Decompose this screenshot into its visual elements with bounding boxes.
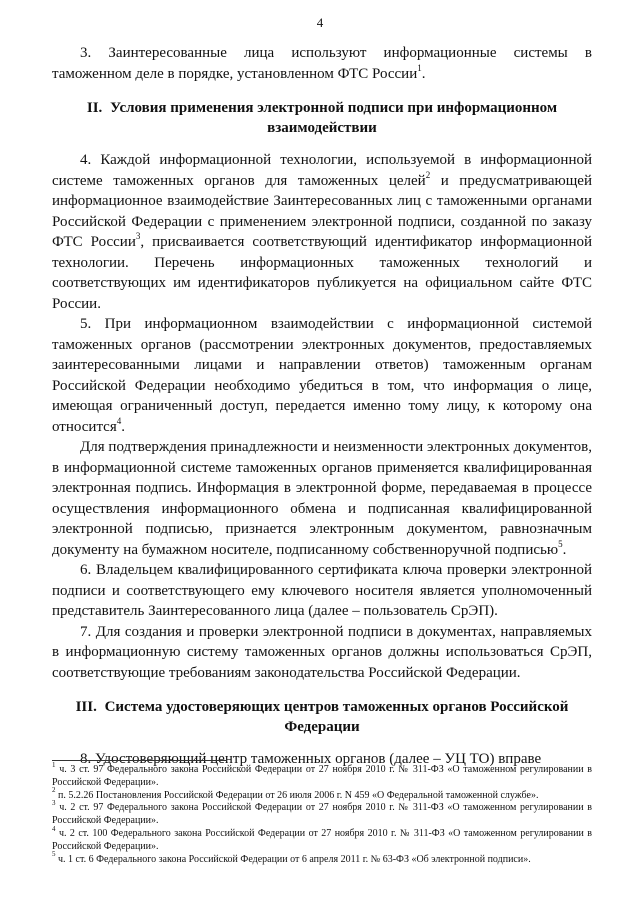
page-number: 4 xyxy=(316,15,324,30)
footnote-ref: 4 xyxy=(116,415,122,426)
footnote-ref: 2 xyxy=(425,169,431,180)
paragraph-3: 3. Заинтересованные лица используют информационные системы в таможенном деле в порядке, установленном ФТС России$^1$. xyxy=(52,45,592,82)
document-body xyxy=(52,43,592,770)
paragraph-7: 7. Для создания и проверки электронной подписи в документах, направляемых в информационную систему таможенных органов должны использоваться СрЭП, соответствующие требованиям законодательства Российской Федерации. xyxy=(52,623,592,681)
footnote-ref: 1 xyxy=(417,62,422,73)
paragraph-8: 8. Удостоверяющий центр таможенных органов (далее – УЦ ТО) вправе xyxy=(80,751,542,767)
footnote-separator xyxy=(52,760,227,761)
paragraph-5b: Для подтверждения принадлежности и неизменности электронных документов, в информационной системе таможенных органов применяется квалифицированная электронная подпись. Информация в электронной форме, передаваемая в процессе осуществления информационного обмена и подписанная квалифицированной электронной подписью, признается электронным документом, равнозначным документу на бумажном носителе, подписанному собственноручной подписью$^5$. xyxy=(52,439,592,558)
paragraph-4: 4. Каждой информационной технологии, используемой в информационной системе таможенных органов для таможенных целей$^2$ и предусматривающей информационное взаимодействие Заинтересованных лиц с таможенными органами Российской Федерации с применением электронной подписи, созданной по заказу ФТС России$^3$, присваивается соответствующий идентификатор информационной технологии. Перечень информационных таможенных технологий и соответствующих им идентификаторов публикуется на официальном сайте ФТС России. xyxy=(52,152,593,312)
footnote-ref: 5 xyxy=(558,538,563,549)
footnote-item: $^4$ ч. 2 ст. 100 Федерального закона Российской Федерации от 27 ноября 2010 г. № 311-ФЗ «О таможенном регулировании в Российской Федерации». xyxy=(52,824,592,852)
footnote-item: $^3$ ч. 2 ст. 97 Федерального закона Российской Федерации от 27 ноября 2010 г. № 311-ФЗ «О таможенном регулировании в Российской Федерации». xyxy=(52,799,592,827)
footnote-ref: 3 xyxy=(135,231,141,241)
footnotes xyxy=(52,760,592,866)
section-heading-2: II. Условия применения электронной подписи при информационном взаимодействии xyxy=(86,100,558,136)
footnote-item: $^1$ ч. 3 ст. 97 Федерального закона Российской Федерации от 27 ноября 2010 г. № 311-ФЗ «О таможенном регулировании в Российской Федерации». xyxy=(52,760,592,788)
paragraph-6: 6. Владельцем квалифицированного сертификата ключа проверки электронной подписи и соответствующего ему ключевого носителя является уполномоченный представитель Заинтересованного лица (далее – пользователь СрЭП). xyxy=(52,562,592,619)
footnote-item: $^2$ п. 5.2.26 Постановления Российской Федерации от 26 июля 2006 г. N 459 «О Федеральной таможенной службе». xyxy=(52,786,539,801)
footnote-item: $^5$ ч. 1 ст. 6 Федерального закона Российской Федерации от 6 апреля 2011 г. № 63-ФЗ «Об электронной подписи». xyxy=(52,850,531,865)
paragraph-5: 5. При информационном взаимодействии с информационной системой таможенных органов (рассмотрении электронных документов, предоставляемых заинтересованными лицами и направлении ответов) таможенным органам Российской Федерации необходимо убедиться в том, что информация о лице, имеющая ограниченный доступ, передается именно тому лицу, к которому она относится$^4$. xyxy=(52,316,592,435)
section-heading-3: III. Система удостоверяющих центров таможенных органов Российской Федерации xyxy=(75,699,569,735)
